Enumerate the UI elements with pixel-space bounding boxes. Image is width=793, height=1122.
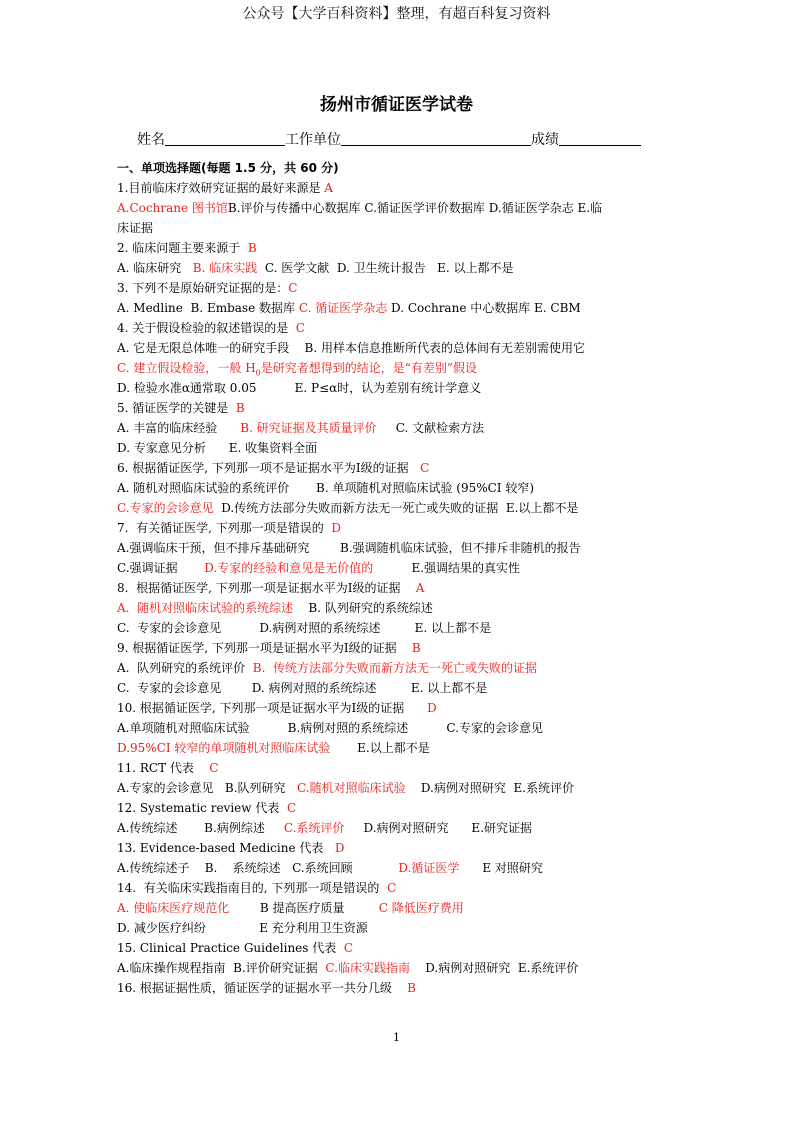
- question-line: [117, 518, 689, 538]
- question-text: A.强调临床干预，但不排斥基础研究 B.强调随机临床试验，但不排斥非随机的报告: [117, 541, 581, 555]
- question-line: [117, 178, 689, 198]
- question-line: [117, 378, 689, 398]
- question-line: [117, 258, 689, 278]
- question-line: [117, 238, 689, 258]
- question-text: A. Medline B. Embase 数据库: [117, 301, 299, 315]
- question-text: 床证据: [117, 221, 154, 235]
- question-text: 16. 根据证据性质，循证医学的证据水平一共分几级: [117, 981, 408, 995]
- question-line: [117, 218, 689, 238]
- page-header-note: 公众号【大学百科资料】整理，有超百科复习资料: [242, 6, 551, 22]
- question-list: [117, 158, 689, 998]
- question-line: [117, 358, 689, 378]
- question-line: [117, 658, 689, 678]
- question-line: [117, 578, 689, 598]
- section-heading: 一、单项选择题(每题 1.5 分，共 60 分): [117, 161, 339, 175]
- question-line: [117, 298, 689, 318]
- question-line: [117, 738, 689, 758]
- answer-text: D: [331, 521, 341, 535]
- answer-text: C 降低医疗费用: [378, 901, 464, 915]
- answer-text: D: [334, 841, 345, 855]
- question-text: 11. RCT 代表: [117, 761, 210, 775]
- answer-text: C: [288, 281, 298, 295]
- answer-text: B: [235, 401, 245, 415]
- candidate-info-row: [137, 129, 641, 149]
- answer-text: A: [415, 581, 425, 595]
- work-unit-label: 工作单位: [285, 132, 341, 148]
- question-lines: [117, 178, 689, 998]
- question-text: B 提高医疗质量: [229, 901, 379, 915]
- question-text: D. 检验水准α通常取 0.05 E. P≤α时，认为差别有统计学意义: [117, 381, 482, 395]
- question-line: [117, 778, 689, 798]
- question-line: [117, 698, 689, 718]
- question-text: 7. 有关循证医学, 下列那一项是错误的: [117, 521, 332, 535]
- answer-text: B: [407, 981, 416, 995]
- answer-text: C. 循证医学杂志: [298, 301, 388, 315]
- question-text: D. 减少医疗纠纷 E 充分利用卫生资源: [117, 921, 368, 935]
- question-text: E.以上都不是: [330, 741, 430, 755]
- question-text: D. 专家意见分析 E. 收集资料全面: [117, 441, 318, 455]
- question-line: [117, 838, 689, 858]
- answer-text: C: [386, 881, 397, 895]
- question-line: [117, 618, 689, 638]
- question-line: [117, 438, 689, 458]
- answer-text: B. 传统方法部分失败而新方法无一死亡或失败的证据: [252, 661, 538, 675]
- question-text: B. 队列研究的系统综述: [293, 601, 433, 615]
- answer-text: C: [286, 801, 297, 815]
- question-text: 1.目前临床疗效研究证据的最好来源是: [117, 181, 325, 195]
- answer-text: A: [324, 181, 333, 195]
- question-text: D.病例对照研究 E.研究证据: [344, 821, 533, 835]
- question-text: C. 医学文献 D. 卫生统计报告 E. 以上都不是: [257, 261, 514, 275]
- answer-text: C. 建立假设检验，一般 H: [117, 361, 256, 375]
- question-line: [117, 278, 689, 298]
- answer-text: C: [420, 461, 430, 475]
- answer-text: D.95%CI 较窄的单项随机对照临床试验: [117, 741, 331, 755]
- question-text: A. 随机对照临床试验的系统评价 B. 单项随机对照临床试验 (95%CI 较窄): [117, 481, 535, 495]
- question-text: 10. 根据循证医学, 下列那一项是证据水平为Ⅰ级的证据: [117, 701, 428, 715]
- question-text: A.传统综述子 B. 系统综述 C.系统回顾: [117, 861, 399, 875]
- answer-text: D.专家的经验和意见是无价值的: [204, 561, 374, 575]
- score-label: 成绩: [531, 132, 559, 148]
- answer-text: B. 临床实践: [192, 261, 258, 275]
- answer-text: A. 使临床医疗规范化: [117, 901, 230, 915]
- question-text: D.传统方法部分失败而新方法无一死亡或失败的证据 E.以上都不是: [213, 501, 579, 515]
- answer-text: C.系统评价: [283, 821, 345, 835]
- question-line: [117, 318, 689, 338]
- question-line: [117, 418, 689, 438]
- answer-text: 0: [255, 368, 261, 378]
- question-line: [117, 598, 689, 618]
- question-line: [117, 398, 689, 418]
- question-line: [117, 858, 689, 878]
- question-line: [117, 878, 689, 898]
- page-number: 1: [393, 1031, 400, 1044]
- question-line: [117, 758, 689, 778]
- answer-text: C.临床实践指南: [325, 961, 410, 975]
- question-line: [117, 978, 689, 998]
- question-line: [117, 198, 689, 218]
- question-text: A.单项随机对照临床试验 B.病例对照的系统综述 C.专家的会诊意见: [117, 721, 543, 735]
- question-text: A.专家的会诊意见 B.队列研究: [117, 781, 298, 795]
- answer-text: D.循证医学: [398, 861, 460, 875]
- question-text: E.强调结果的真实性: [373, 561, 521, 575]
- question-line: [117, 558, 689, 578]
- question-line: [117, 718, 689, 738]
- question-line: [117, 958, 689, 978]
- question-line: [117, 898, 689, 918]
- question-text: C. 专家的会诊意见 D.病例对照的系统综述 E. 以上都不是: [117, 621, 492, 635]
- answer-text: C: [209, 761, 219, 775]
- question-text: E 对照研究: [459, 861, 543, 875]
- question-text: A. 它是无限总体唯一的研究手段 B. 用样本信息推断所代表的总体间有无差别需使用它: [117, 341, 586, 355]
- question-line: [117, 678, 689, 698]
- question-line: [117, 458, 689, 478]
- question-text: C. 文献检索方法: [376, 421, 485, 435]
- answer-text: C.随机对照临床试验: [297, 781, 406, 795]
- question-text: 12. Systematic review 代表: [117, 801, 287, 815]
- question-text: 6. 根据循证医学, 下列那一项不是证据水平为Ⅰ级的证据: [117, 461, 421, 475]
- answer-text: A. 随机对照临床试验的系统综述: [117, 601, 294, 615]
- question-text: 14. 有关临床实践指南目的, 下列那一项是错误的: [117, 881, 387, 895]
- question-line: [117, 918, 689, 938]
- question-line: [117, 818, 689, 838]
- exam-title: 扬州市循证医学试卷: [320, 95, 473, 115]
- answer-text: C.专家的会诊意见: [117, 501, 214, 515]
- question-text: 9. 根据循证医学, 下列那一项是证据水平为Ⅰ级的证据: [117, 641, 412, 655]
- answer-text: A.Cochrane 图书馆: [117, 201, 228, 215]
- question-line: [117, 638, 689, 658]
- score-blank[interactable]: [559, 131, 641, 146]
- question-line: [117, 478, 689, 498]
- question-line: [117, 338, 689, 358]
- question-text: A. 丰富的临床经验: [117, 421, 241, 435]
- question-text: A. 临床研究: [117, 261, 193, 275]
- question-text: 2. 临床问题主要来源于: [117, 241, 248, 255]
- question-line: [117, 798, 689, 818]
- question-text: 4. 关于假设检验的叙述错误的是: [117, 321, 296, 335]
- question-text: A.传统综述 B.病例综述: [117, 821, 284, 835]
- question-line: [117, 938, 689, 958]
- question-text: D.病例对照研究 E.系统评价: [405, 781, 575, 795]
- answer-text: D: [427, 701, 437, 715]
- answer-text: B: [247, 241, 257, 255]
- question-text: 5. 循证医学的关键是: [117, 401, 236, 415]
- question-line: [117, 498, 689, 518]
- answer-text: B. 研究证据及其质量评价: [240, 421, 377, 435]
- answer-text: C: [295, 321, 306, 335]
- question-text: A. 队列研究的系统评价: [117, 661, 253, 675]
- answer-text: C: [343, 941, 354, 955]
- question-line: [117, 538, 689, 558]
- name-label: 姓名: [137, 132, 165, 148]
- question-text: C.强调证据: [117, 561, 205, 575]
- question-text: 15. Clinical Practice Guidelines 代表: [117, 941, 344, 955]
- name-blank[interactable]: [165, 131, 285, 146]
- question-text: 13. Evidence-based Medicine 代表: [117, 841, 335, 855]
- question-text: A.临床操作规程指南 B.评价研究证据: [117, 961, 326, 975]
- question-text: D. Cochrane 中心数据库 E. CBM: [387, 301, 581, 315]
- question-text: 3. 下列不是原始研究证据的是：: [117, 281, 289, 295]
- question-text: C. 专家的会诊意见 D. 病例对照的系统综述 E. 以上都不是: [117, 681, 488, 695]
- answer-text: 是研究者想得到的结论，是“有差别”假设: [260, 361, 478, 375]
- question-text: D.病例对照研究 E.系统评价: [409, 961, 579, 975]
- question-text: 8. 根据循证医学, 下列那一项是证据水平为Ⅰ级的证据: [117, 581, 416, 595]
- question-text: B.评价与传播中心数据库 C.循证医学评价数据库 D.循证医学杂志 E.临: [227, 201, 603, 215]
- work-unit-blank[interactable]: [341, 131, 531, 146]
- answer-text: B: [411, 641, 421, 655]
